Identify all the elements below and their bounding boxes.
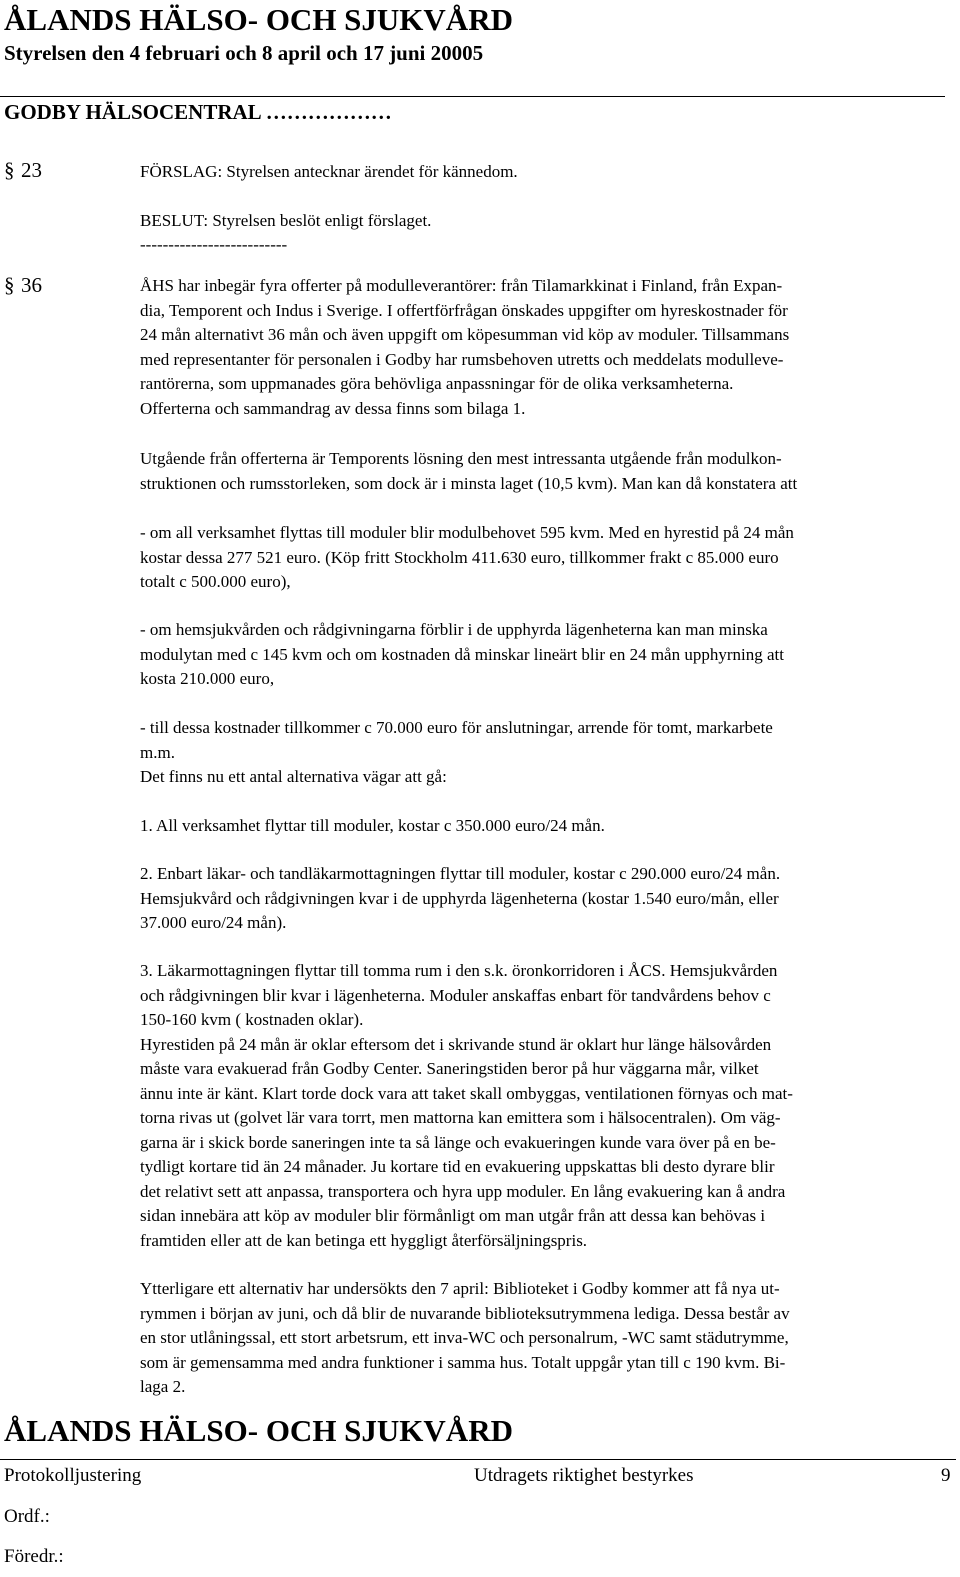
section-separator: -------------------------- [140, 235, 288, 254]
option-2 [140, 862, 952, 936]
text-line: Hemsjukvård och rådgivningen kvar i de upphyrda lägenheterna (kostar 1.540 euro/mån, eller [140, 888, 779, 908]
text-line: 2. Enbart läkar- och tandläkarmottagningen flyttar till moduler, kostar c 290.000 euro/24 mån. [140, 864, 781, 883]
certified-label: Utdragets riktighet bestyrkes [474, 1465, 694, 1486]
section-number: 36 [21, 273, 42, 297]
text-line: sidan innebära att köp av moduler blir förmånligt om man utgår från att dessa kan behövas i [140, 1206, 766, 1225]
text-line: - om all verksamhet flyttas till moduler blir modulbehovet 595 kvm. Med en hyrestid på 24 mån [140, 523, 794, 542]
text-line: det relativt sett att anpassa, transportera och hyra upp moduler. En lång evakuering kan å andra [140, 1181, 786, 1201]
text-line: tydligt kortare tid än 24 månader. Ju kortare tid en evakuering uppskattas bli desto dyrare blir [140, 1157, 775, 1176]
text-line: struktionen och rumsstorleken, som dock är i minsta laget (10,5 kvm). Man kan då konstatera att [140, 473, 798, 493]
protocol-check-label: Protokolljustering [4, 1465, 142, 1486]
text-line: måste vara evakuerad från Godby Center. Saneringstiden beror på hur väggarna mår, vilket [140, 1059, 759, 1078]
text-line: - till dessa kostnader tillkommer c 70.000 euro för anslutningar, arrende för tomt, markarbete [140, 718, 773, 737]
text-line: rantörerna, som uppmanades göra behövliga anpassningar för de olika verksamheterna. [140, 374, 734, 393]
paragraph-additional-costs [140, 716, 952, 790]
text-line: Offerterna och sammandrag av dessa finns som bilaga 1. [140, 398, 526, 418]
section-number: 23 [21, 158, 42, 182]
footer-org-title: ÅLANDS HÄLSO- OCH SJUKVÅRD [4, 1413, 513, 1448]
text-line: - om hemsjukvården och rådgivningarna förblir i de upphyrda lägenheterna kan man minska [140, 620, 768, 639]
text-line: Hyrestiden på 24 mån är oklar eftersom det i skrivande stund är oklart hur länge hälsovården [140, 1034, 772, 1054]
text-line: 150-160 kvm ( kostnaden oklar). [140, 1010, 364, 1029]
section-symbol: § [4, 158, 15, 182]
document-org-title: ÅLANDS HÄLSO- OCH SJUKVÅRD [4, 2, 513, 37]
meeting-dates: Styrelsen den 4 februari och 8 april och 17 juni 20005 [4, 41, 484, 65]
text-line: garna är i skick borde saneringen inte ta så länge och evakueringen kunde vara över på en be- [140, 1132, 776, 1152]
option-3 [140, 959, 952, 1253]
paragraph-home-care [140, 618, 952, 692]
text-line: en stor utlåningssal, ett stort arbetsrum, ett inva-WC och personalrum, -WC samt städutrymme, [140, 1328, 789, 1347]
text-line: rymmen i början av juni, och då blir de nuvarande biblioteksutrymmena lediga. Dessa består av [140, 1303, 790, 1323]
text-line: 37.000 euro/24 mån). [140, 913, 287, 932]
text-line: som är gemensamma med andra funktioner i samma hus. Totalt uppgår ytan till c 190 kvm. Bi- [140, 1352, 786, 1372]
chair-signature-label: Ordf.: [4, 1506, 50, 1527]
text-line: dia, Temporent och Indus i Sverige. I offertförfrågan önskades uppgifter om hyreskostnader för [140, 300, 788, 320]
paragraph-all-modules [140, 521, 952, 595]
paragraph-temporent [140, 447, 952, 496]
text-line: med representanter för personalen i Godby har rumsbehoven utretts och meddelats modulleve- [140, 349, 784, 369]
text-line: modulytan med c 145 kvm och om kostnaden då minskar lineärt blir en 24 mån upphyrning att [140, 644, 784, 664]
text-line: 1. All verksamhet flyttar till moduler, kostar c 350.000 euro/24 mån. [140, 816, 605, 835]
text-line: framtiden eller att de kan betinga ett hyggligt återförsäljningspris. [140, 1230, 588, 1250]
text-line: laga 2. [140, 1377, 186, 1396]
text-line: torna rivas ut (golvet lär vara torrt, men mattorna kan emittera som i hälsocentralen). Om väg- [140, 1108, 781, 1127]
section-symbol: § [4, 273, 15, 297]
page-number: 9 [941, 1465, 951, 1486]
unit-heading: GODBY HÄLSOCENTRAL ……………… [4, 100, 392, 124]
text-line: m.m. [140, 742, 175, 762]
paragraph-library [140, 1277, 952, 1400]
text-line: kosta 210.000 euro, [140, 669, 275, 688]
text-line: Det finns nu ett antal alternativa vägar att gå: [140, 767, 447, 786]
text-line: Ytterligare ett alternativ har undersökts den 7 april: Biblioteket i Godby kommer att få nya ut- [140, 1279, 780, 1298]
text-line: ännu inte är känt. Klart torde dock vara att taket skall ombyggas, ventilationen förnyas och mat- [140, 1083, 793, 1103]
paragraph-offers [140, 274, 952, 421]
footer-rule [0, 1459, 956, 1460]
option-1 [140, 814, 952, 839]
header-rule [0, 96, 945, 97]
proposal-text: FÖRSLAG: Styrelsen antecknar ärendet för kännedom. [140, 162, 518, 181]
text-line: totalt c 500.000 euro), [140, 572, 291, 591]
text-line: Utgående från offerterna är Temporents lösning den mest intressanta utgående från modulkon- [140, 449, 782, 468]
text-line: kostar dessa 277 521 euro. (Köp fritt Stockholm 411.630 euro, tillkommer frakt c 85.000 euro [140, 547, 779, 567]
text-line: 3. Läkarmottagningen flyttar till tomma rum i den s.k. öronkorridoren i ÅCS. Hemsjukvården [140, 961, 778, 980]
decision-text: BESLUT: Styrelsen beslöt enligt förslaget. [140, 211, 432, 230]
text-line: 24 mån alternativt 36 mån och även uppgift om köpesumman vid köp av moduler. Tillsammans [140, 325, 790, 344]
text-line: ÅHS har inbegär fyra offerter på modulleverantörer: från Tilamarkkinat i Finland, från Expan- [140, 276, 783, 295]
presenter-signature-label: Föredr.: [4, 1546, 64, 1567]
text-line: och rådgivningen blir kvar i lägenheterna. Moduler anskaffas enbart för tandvårdens behov c [140, 985, 771, 1005]
